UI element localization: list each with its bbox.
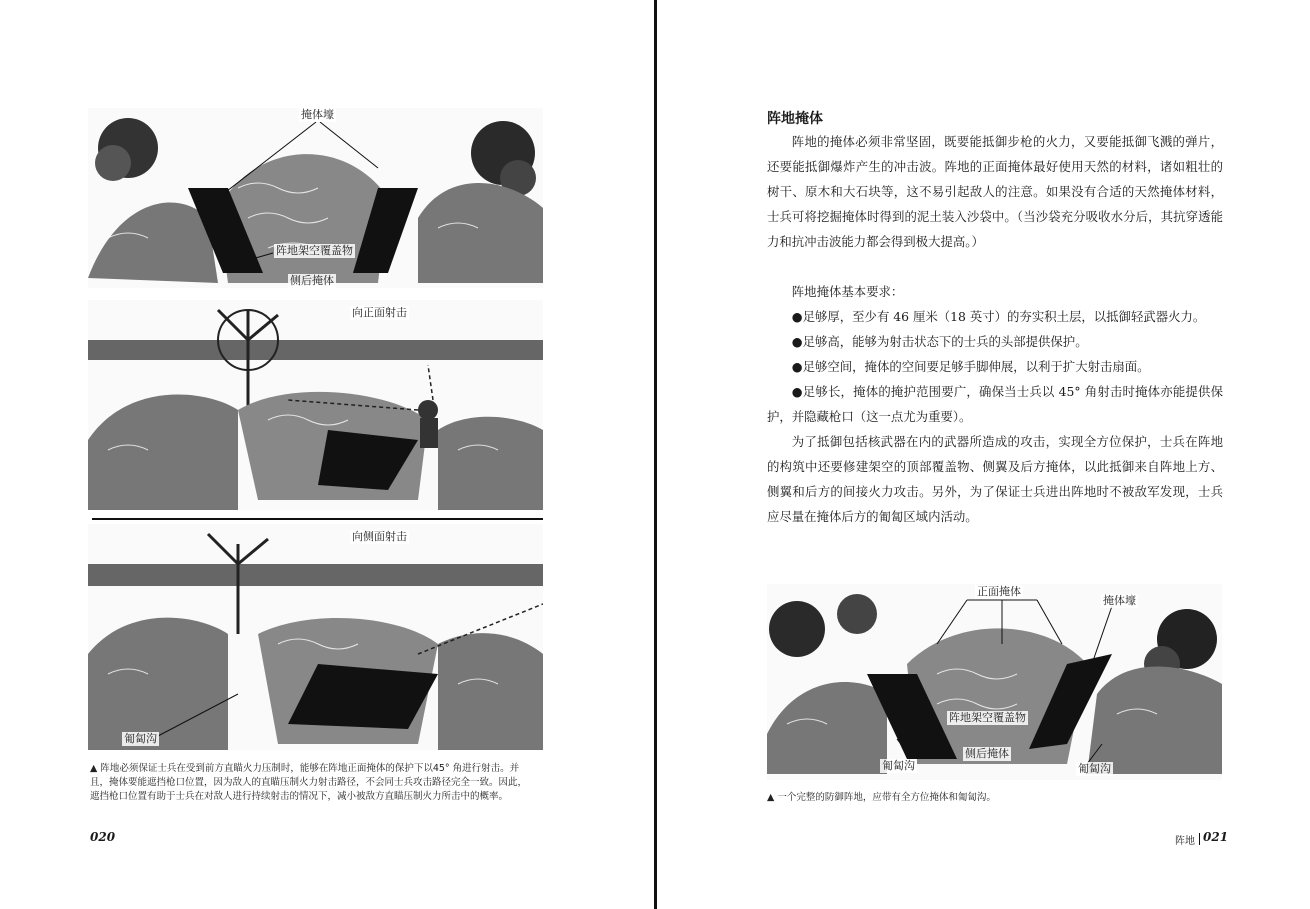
label-overhead-cover: 阵地架空覆盖物 <box>276 244 353 257</box>
paragraph: 为了抵御包括核武器在内的武器所造成的攻击，实现全方位保护，士兵在阵地的构筑中还要修建架空的顶部覆盖物、侧翼及后方掩体，以此抵御来自阵地上方、侧翼和后方的间接火力攻击。另外，为了保证士兵进出阵地时不被敌军发现，士兵应尽量在掩体后方的匍匐区域内活动。 <box>767 434 1223 524</box>
requirements-heading: 阵地掩体基本要求： <box>791 284 904 299</box>
left-page <box>0 0 654 909</box>
illustration-oblique-fire <box>88 524 543 750</box>
label-front-cover: 正面掩体 <box>977 585 1021 598</box>
requirement-item: ●足够高，能够为射击状态下的士兵的头部提供保护。 <box>791 334 1088 349</box>
section-title: 阵地掩体 <box>767 111 823 127</box>
illustration-position-overview <box>88 108 543 288</box>
page-number-left: 020 <box>90 830 116 844</box>
requirement-item: ●足够空间，掩体的空间要足够手脚伸展，以利于扩大射击扇面。 <box>791 359 1150 374</box>
figure-frontal-fire <box>88 300 543 510</box>
caption-line: 且，掩体要能遮挡枪口位置，因为敌人的直瞄压制火力射击路径，不会同士兵攻击路径完全一致。因此， <box>90 777 528 788</box>
figure-divider <box>92 518 543 520</box>
label-oblique-fire: 向侧面射击 <box>352 530 407 543</box>
figure-complete-position <box>767 584 1222 780</box>
label-parapet: 掩体壕 <box>301 108 334 121</box>
figure-caption-left <box>90 762 550 804</box>
requirement-item: ●足够长，掩体的掩护范围要广，确保当士兵以 45° 角射击时掩体亦能提供保护，并隐藏枪口（这一点尤为重要）。 <box>767 384 1223 424</box>
label-trench-left: 匍匐沟 <box>882 759 915 772</box>
caption-line: ▲ 阵地必须保证士兵在受到前方直瞄火力压制时，能够在阵地正面掩体的保护下以45° 角进行射击。并 <box>90 763 520 774</box>
figure-oblique-fire <box>88 524 543 750</box>
label-parapet: 掩体壕 <box>1103 594 1136 607</box>
running-head: 阵地 <box>1175 836 1195 847</box>
illustration-frontal-fire <box>88 300 543 510</box>
right-page <box>657 0 1310 909</box>
figure-fighting-position-overview <box>88 108 543 288</box>
requirement-item: ●足够厚，至少有 46 厘米（18 英寸）的夯实积土层，以抵御轻武器火力。 <box>791 309 1206 324</box>
label-trench-right: 匍匐沟 <box>1078 762 1111 775</box>
running-head-separator <box>1199 833 1200 845</box>
caption-line: 遮挡枪口位置有助于士兵在对敌人进行持续射击的情况下，减小被敌方直瞄压制火力所击中的概率。 <box>90 791 509 802</box>
label-frontal-fire: 向正面射击 <box>352 306 407 319</box>
figure-caption-right: ▲ 一个完整的防御阵地，应带有全方位掩体和匍匐沟。 <box>767 792 996 803</box>
label-trench: 匍匐沟 <box>124 732 157 745</box>
paragraph: 阵地的掩体必须非常坚固，既要能抵御步枪的火力，又要能抵御飞溅的弹片，还要能抵御爆炸产生的冲击波。阵地的正面掩体最好使用天然的材料，诸如粗壮的树干、原木和大石块等，这不易引起敌人的注意。如果没有合适的天然掩体材料，士兵可将挖掘掩体时得到的泥土装入沙袋中。（当沙袋充分吸收水分后，其抗穿透能力和抗冲击波能力都会得到极大提高。） <box>767 134 1223 249</box>
label-overhead-cover: 阵地架空覆盖物 <box>949 711 1026 724</box>
body-text <box>767 129 1223 529</box>
label-rear-cover: 侧后掩体 <box>290 274 334 287</box>
page-number-right: 021 <box>1203 830 1229 844</box>
label-rear-cover: 侧后掩体 <box>965 747 1009 760</box>
